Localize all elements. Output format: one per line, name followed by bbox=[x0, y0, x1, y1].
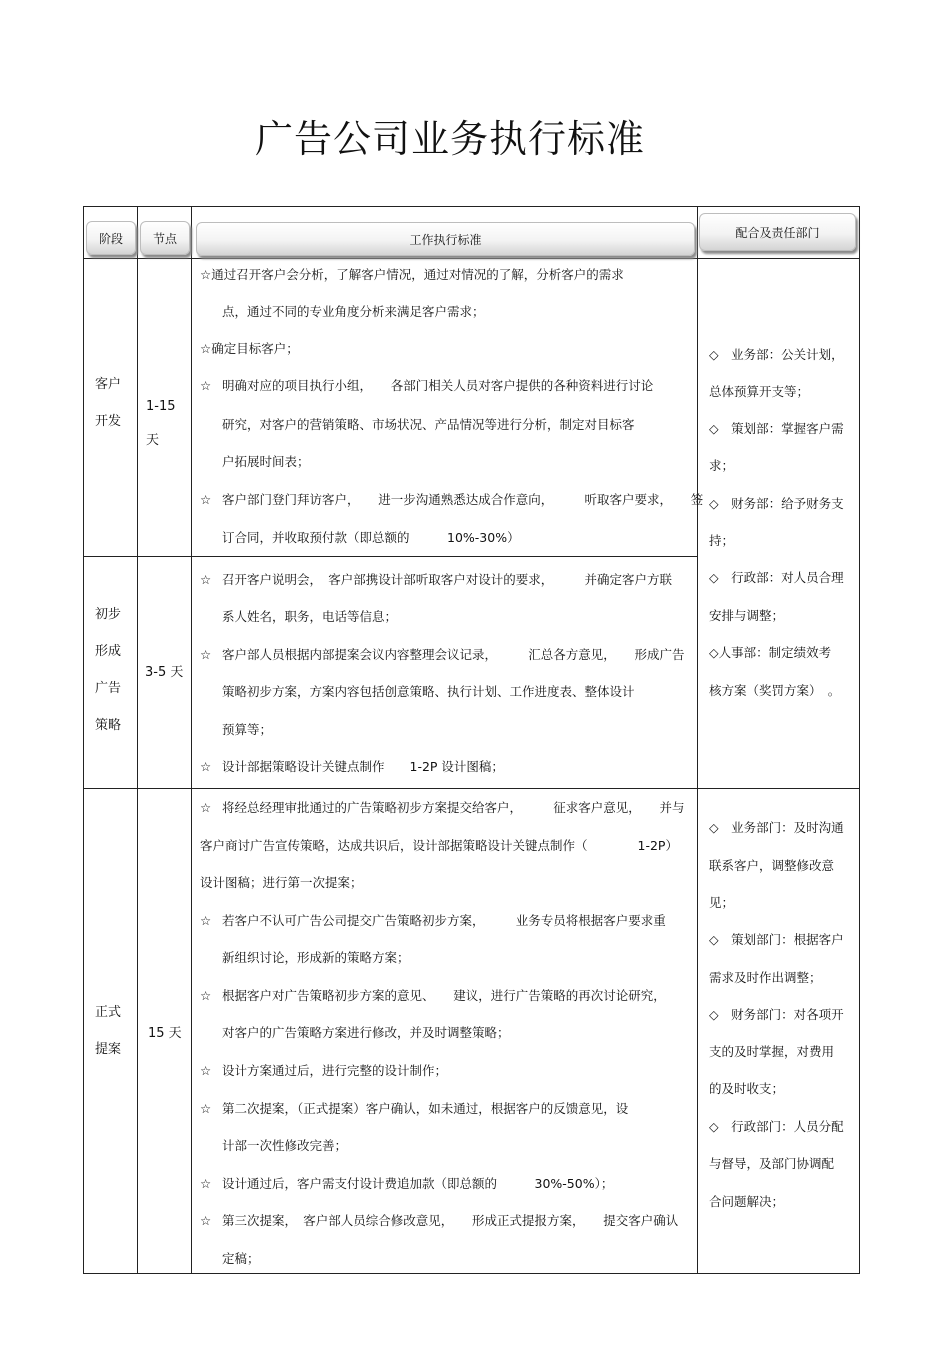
row2-node bbox=[145, 656, 183, 690]
standard-text: 设计方案通过后，进行完整的设计制作； bbox=[222, 1063, 448, 1078]
standard-line bbox=[200, 1099, 628, 1117]
dept-line: 安排与调整； bbox=[709, 608, 785, 623]
star-icon: ☆ bbox=[200, 492, 212, 507]
row3-stage bbox=[95, 994, 121, 1068]
standard-text: 设计通过后，客户需支付设计费追加款（即总额的 30%-50%）； bbox=[222, 1176, 614, 1191]
dept-line: 的及时收支； bbox=[709, 1081, 785, 1096]
col-divider bbox=[697, 206, 698, 1274]
dept-line: ◇ 财务部门：对各项开 bbox=[709, 1007, 844, 1022]
star-icon: ☆ bbox=[200, 988, 212, 1003]
header-stage: 阶段 bbox=[86, 221, 136, 255]
standard-line: ☆通过召开客户会分析，了解客户情况，通过对情况的了解，分析客户的需求 bbox=[200, 267, 624, 282]
dept-line: ◇ 业务部：公关计划， bbox=[709, 347, 844, 362]
stage-text: 形成 bbox=[95, 644, 122, 659]
standard-line: 订合同，并收取预付款（即总额的 10%-30%） bbox=[222, 530, 520, 545]
dept-line: ◇人事部：制定绩效考 bbox=[709, 645, 832, 660]
standard-text: 将经总经理审批通过的广告策略初步方案提交给客户， 征求客户意见， 并与 bbox=[222, 800, 685, 815]
standard-line bbox=[200, 911, 666, 929]
row-divider bbox=[83, 788, 860, 789]
stage-text: 提案 bbox=[95, 1042, 122, 1057]
standard-text: 第二次提案，（正式提案）客户确认，如未通过，根据客户的反馈意见，设 bbox=[222, 1101, 629, 1116]
dept-line: 支的及时掌握，对费用 bbox=[709, 1044, 835, 1059]
star-icon: ☆ bbox=[200, 759, 212, 774]
standard-line bbox=[200, 570, 672, 588]
row1-node bbox=[146, 390, 176, 458]
standard-line: 对客户的广告策略方案进行修改，并及时调整策略； bbox=[222, 1025, 510, 1040]
standard-line: 系人姓名，职务，电话等信息； bbox=[222, 609, 398, 624]
standard-text: 客户部人员根据内部提案会议内容整理会议记录， 汇总各方意见， 形成广告 bbox=[222, 647, 685, 662]
node-text: 15 天 bbox=[148, 1026, 182, 1041]
dept-line: 联系客户，调整修改意 bbox=[709, 858, 835, 873]
standard-line: 计部一次性修改完善； bbox=[222, 1138, 348, 1153]
standard-text: 召开客户说明会， 客户部携设计部听取客户对设计的要求， 并确定客户方联 bbox=[222, 572, 673, 587]
star-icon: ☆ bbox=[200, 647, 212, 662]
standard-text: 第三次提案， 客户部人员综合修改意见， 形成正式提报方案， 提交客户确认 bbox=[222, 1213, 679, 1228]
dept-line: ◇ 行政部门：人员分配 bbox=[709, 1119, 844, 1134]
standard-line: ☆确定目标客户； bbox=[200, 341, 299, 356]
standard-line: 设计图稿；进行第一次提案； bbox=[200, 875, 363, 890]
header-standard: 工作执行标准 bbox=[196, 222, 695, 256]
standard-line bbox=[200, 798, 685, 816]
stage-text: 策略 bbox=[95, 718, 122, 733]
dept-line: 持； bbox=[709, 533, 735, 548]
stage-text: 开发 bbox=[95, 414, 122, 429]
standard-line bbox=[200, 1174, 613, 1192]
row3-node bbox=[148, 1017, 182, 1051]
star-icon: ☆ bbox=[200, 1063, 212, 1078]
star-icon: ☆ bbox=[200, 1213, 212, 1228]
star-icon: ☆ bbox=[200, 572, 212, 587]
standard-line: 预算等； bbox=[222, 722, 273, 737]
star-icon: ☆ bbox=[200, 913, 212, 928]
standard-text: 若客户不认可广告公司提交广告策略初步方案， 业务专员将根据客户要求重 bbox=[222, 913, 666, 928]
star-icon: ☆ bbox=[200, 378, 212, 393]
dept-line: ◇ 业务部门：及时沟通 bbox=[709, 820, 844, 835]
standard-text: 客户部门登门拜访客户， 进一步沟通熟悉达成合作意向， 听取客户要求， 签 bbox=[222, 492, 704, 507]
page-title: 广告公司业务执行标准 bbox=[254, 117, 645, 161]
dept-line: 总体预算开支等； bbox=[709, 384, 810, 399]
dept-line: 核方案（奖罚方案） 。 bbox=[709, 683, 841, 698]
star-icon: ☆ bbox=[200, 800, 212, 815]
standard-line: 新组织讨论，形成新的策略方案； bbox=[222, 950, 410, 965]
star-icon: ☆ bbox=[200, 1176, 212, 1191]
header-dept: 配合及责任部门 bbox=[699, 213, 856, 251]
standard-line: 点，通过不同的专业角度分析来满足客户需求； bbox=[222, 304, 485, 319]
standard-line: 客户商讨广告宣传策略，达成共识后，设计部据策略设计关键点制作（ 1-2P） bbox=[200, 838, 678, 853]
standard-line: 定稿； bbox=[222, 1251, 260, 1266]
dept-line: 见； bbox=[709, 895, 735, 910]
stage-text: 广告 bbox=[95, 681, 122, 696]
row-divider bbox=[83, 556, 698, 557]
stage-text: 正式 bbox=[95, 1005, 122, 1020]
header-divider bbox=[83, 258, 860, 259]
dept-line: ◇ 行政部：对人员合理 bbox=[709, 570, 844, 585]
node-text: 1-15 bbox=[146, 399, 176, 414]
standard-line: 户拓展时间表； bbox=[222, 454, 310, 469]
standard-line: 策略初步方案，方案内容包括创意策略、执行计划、工作进度表、整体设计 bbox=[222, 684, 635, 699]
dept-line: ◇ 财务部：给予财务支 bbox=[709, 496, 844, 511]
standard-text: 根据客户对广告策略初步方案的意见、 建议，进行广告策略的再次讨论研究， bbox=[222, 988, 666, 1003]
stage-text: 客户 bbox=[95, 377, 122, 392]
node-text: 天 bbox=[146, 433, 160, 448]
node-text: 3-5 天 bbox=[145, 665, 184, 680]
dept-line: 需求及时作出调整； bbox=[709, 970, 822, 985]
row2-stage bbox=[95, 596, 121, 744]
row1-stage bbox=[95, 366, 121, 440]
header-node: 节点 bbox=[140, 221, 190, 255]
standard-line bbox=[200, 1061, 447, 1079]
standard-text: 明确对应的项目执行小组， 各部门相关人员对客户提供的各种资料进行讨论 bbox=[222, 378, 654, 393]
standard-line bbox=[200, 757, 504, 775]
dept-line: ◇ 策划部门：根据客户 bbox=[709, 932, 844, 947]
dept-line: 求； bbox=[709, 458, 735, 473]
dept-line: 与督导，及部门协调配 bbox=[709, 1156, 835, 1171]
col-divider bbox=[191, 206, 192, 1274]
standard-line bbox=[200, 986, 666, 1004]
dept-line: 合问题解决； bbox=[709, 1194, 785, 1209]
standard-text: 设计部据策略设计关键点制作 1-2P 设计图稿； bbox=[222, 759, 504, 774]
standard-line bbox=[200, 490, 703, 508]
dept-line: ◇ 策划部：掌握客户需 bbox=[709, 421, 844, 436]
standard-line bbox=[200, 645, 685, 663]
star-icon: ☆ bbox=[200, 1101, 212, 1116]
col-divider bbox=[137, 206, 138, 1274]
stage-text: 初步 bbox=[95, 607, 122, 622]
standard-line: 研究，对客户的营销策略、市场状况、产品情况等进行分析，制定对目标客 bbox=[222, 417, 635, 432]
standard-line bbox=[200, 376, 653, 394]
standard-line bbox=[200, 1211, 678, 1229]
